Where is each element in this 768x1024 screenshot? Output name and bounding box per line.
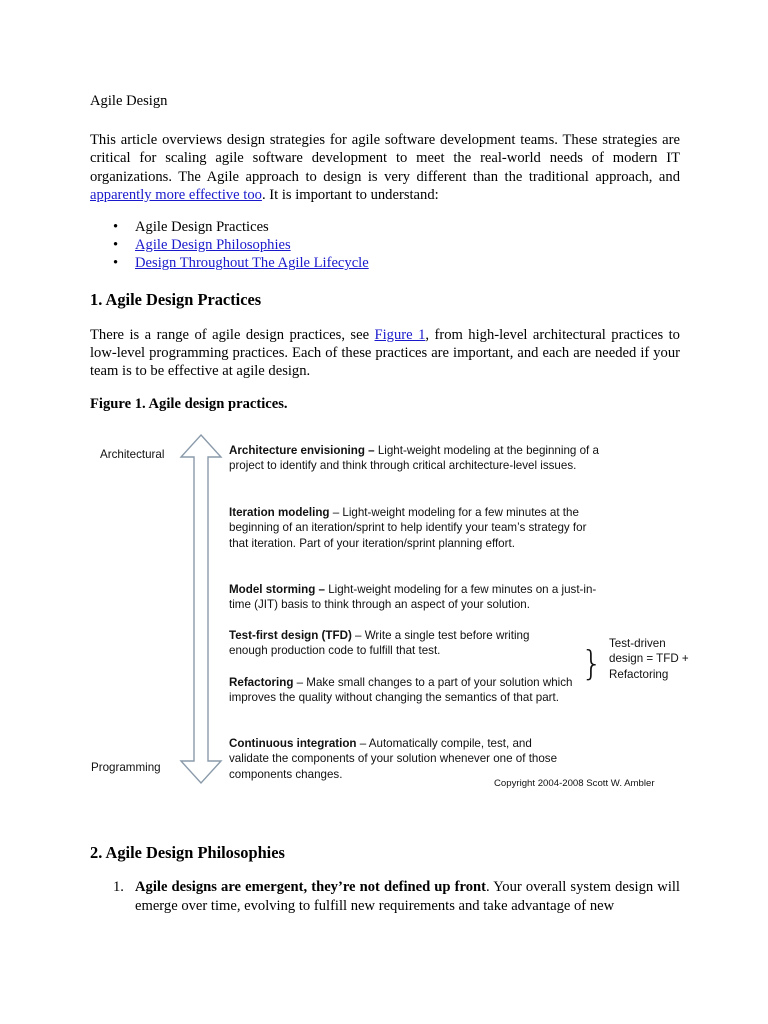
practice-entry <box>229 443 609 474</box>
section1-heading: 1. Agile Design Practices <box>90 289 262 309</box>
tdd-note: Test-driven design = TFD + Refactoring <box>609 637 689 681</box>
lifecycle-link[interactable]: Design Throughout The Agile Lifecycle <box>135 255 369 272</box>
practice-term: Model storming – <box>229 583 325 596</box>
practice-entry <box>229 505 609 551</box>
topic-list <box>90 218 680 273</box>
list-item <box>90 236 680 254</box>
agile-practices-figure <box>90 433 690 793</box>
intro-text-end: . It is important to understand: <box>261 186 439 203</box>
practice-term: Architecture envisioning – <box>229 444 375 457</box>
brace-icon: } <box>581 644 603 684</box>
practice-entry <box>229 736 574 782</box>
practice-term: Test-first design (TFD) <box>229 629 352 642</box>
list-item-bold: Agile designs are emergent, they’re not defined up front <box>135 879 486 895</box>
double-arrow-icon <box>176 433 226 785</box>
practice-desc: – Make small changes to a part of your solution which improves the quality without changing the semantics of that part. <box>229 676 573 705</box>
philosophy-list <box>90 878 680 916</box>
section1-text-end: , from high-level architectural practices to low-level programming practices. Each of these practices are important, and each are needed if your team is to be effective at agile design. <box>90 326 680 380</box>
axis-label-programming: Programming <box>91 761 161 774</box>
practice-desc: – Light-weight modeling for a few minutes at the beginning of an iteration/sprint to help identify your team’s strategy for that iteration. Part of your iteration/sprint planning effort. <box>229 506 587 550</box>
section1-text: There is a range of agile design practices, see <box>90 326 375 343</box>
practice-desc: – Automatically compile, test, and validate the components of your solution whenever one of those components changes. <box>229 737 558 781</box>
practice-entry <box>229 675 599 706</box>
practice-entry <box>229 582 609 613</box>
list-item: • Agile Design Practices <box>90 218 680 236</box>
figure-copyright: Copyright 2004-2008 Scott W. Ambler <box>494 778 655 789</box>
practice-term: Refactoring <box>229 676 294 689</box>
section2-heading: 2. Agile Design Philosophies <box>90 843 285 862</box>
figure-caption: Figure 1. Agile design practices. <box>90 396 288 413</box>
list-item <box>90 254 680 272</box>
practice-desc: – Write a single test before writing enough production code to fulfill that test. <box>229 629 530 658</box>
practice-entry <box>229 628 559 659</box>
list-item <box>135 878 680 916</box>
list-item-text: . Your overall system design will emerge over time, evolving to fulfill new requirements and take advantage of new <box>135 879 680 914</box>
list-number: 1. <box>113 879 124 895</box>
intro-text: This article overviews design strategies for agile software development teams. These strategies are critical for scaling agile software development to meet the real-world needs of modern IT organizations. The Agile approach to design is very different than the traditional approach, and <box>90 132 680 185</box>
doc-title: Agile Design <box>90 93 168 109</box>
effective-link[interactable]: apparently more effective too <box>90 186 262 203</box>
practice-desc: Light-weight modeling for a few minutes on a just-in-time (JIT) basis to think through an aspect of your solution. <box>229 583 597 612</box>
document-body <box>90 92 680 413</box>
figure1-link[interactable]: Figure 1 <box>374 326 426 343</box>
axis-label-architectural: Architectural <box>100 448 165 461</box>
philosophies-link[interactable]: Agile Design Philosophies <box>135 237 291 254</box>
practice-term: Iteration modeling <box>229 506 330 519</box>
practice-term: Continuous integration <box>229 737 357 750</box>
intro-paragraph <box>90 131 680 204</box>
practice-desc: Light-weight modeling at the beginning of a project to identify and think through critical architecture-level issues. <box>229 444 599 473</box>
section1-paragraph <box>90 326 680 381</box>
